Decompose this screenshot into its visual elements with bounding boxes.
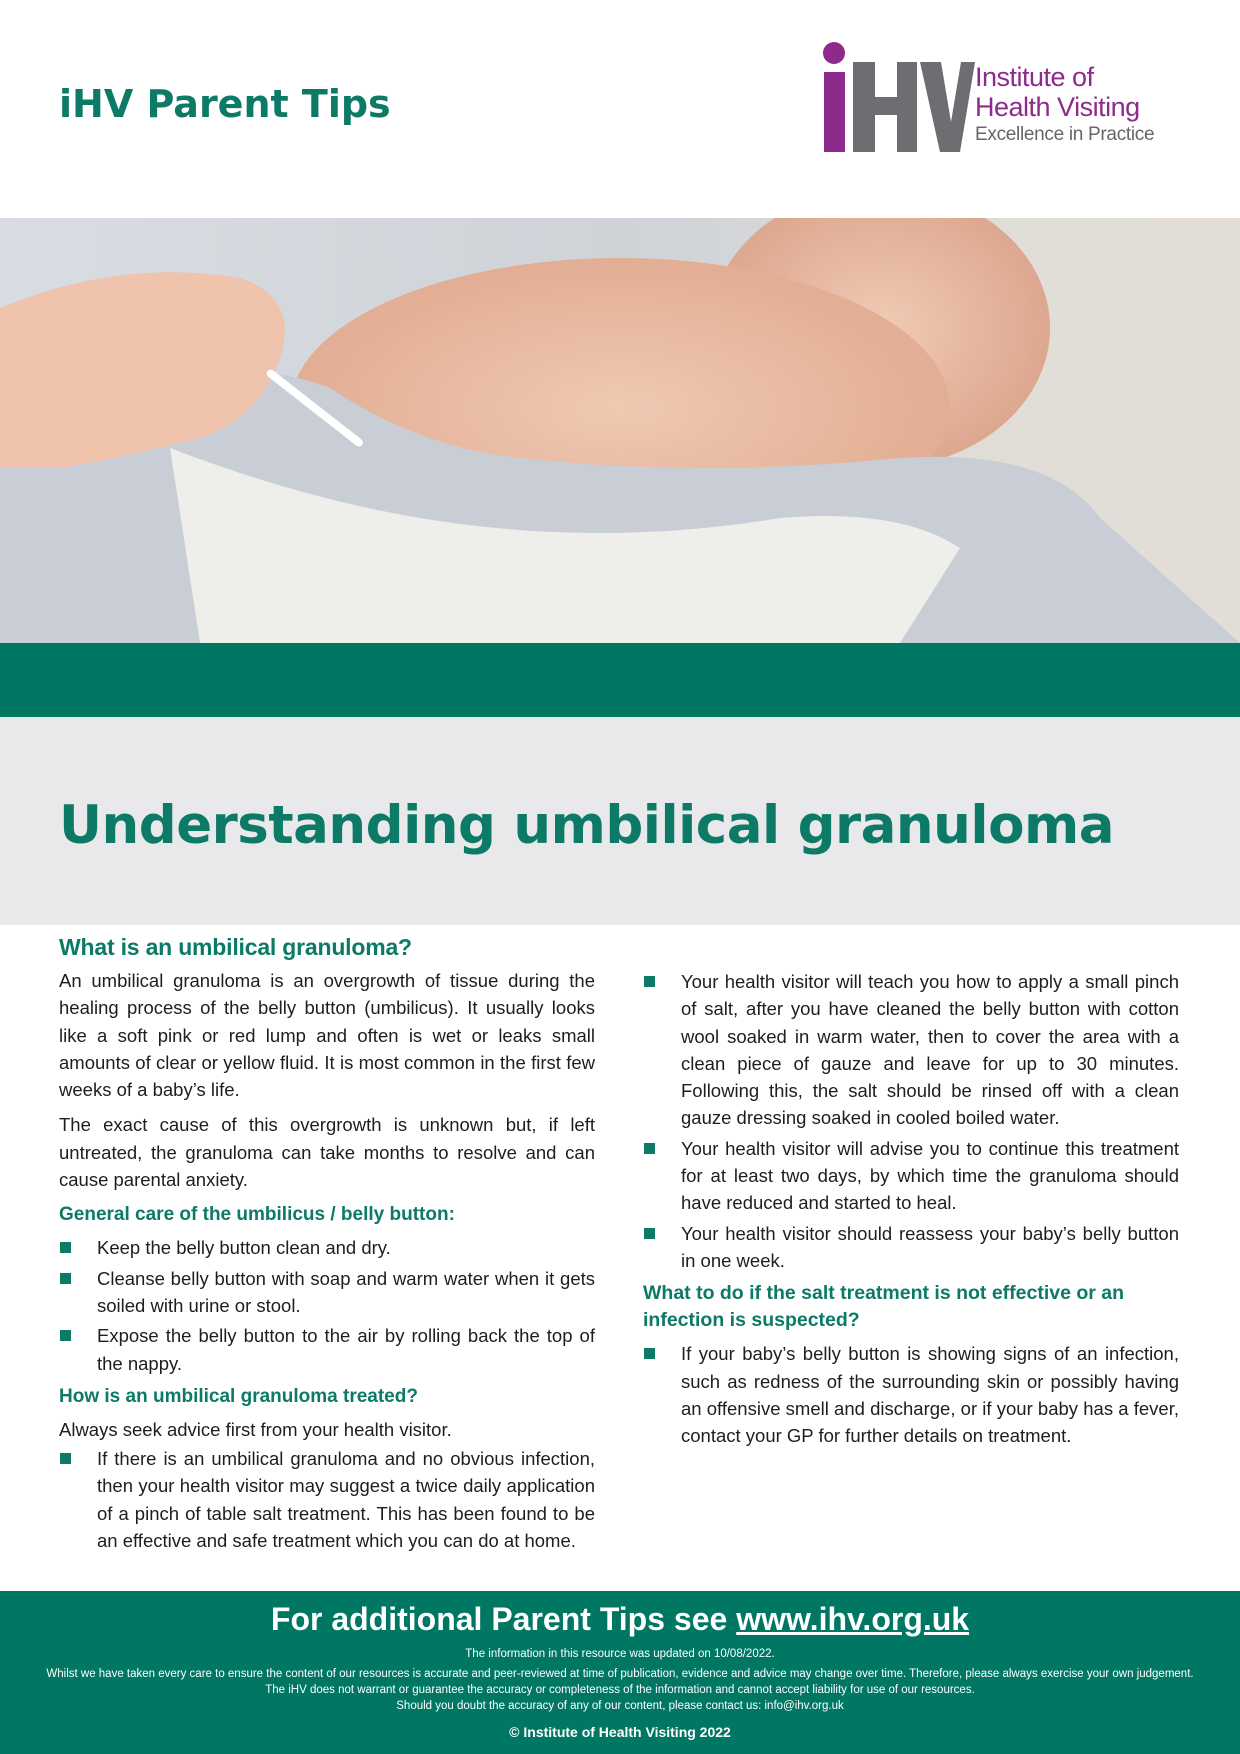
general-care-heading: General care of the umbilicus / belly button: bbox=[59, 1204, 455, 1226]
ihv-logo-text bbox=[975, 62, 1154, 148]
footer-copyright: © Institute of Health Visiting 2022 bbox=[509, 1724, 731, 1740]
hero-photo-baby-belly-button bbox=[0, 218, 1240, 643]
list-item bbox=[643, 1340, 1179, 1449]
treated-heading: How is an umbilical granuloma treated? bbox=[59, 1385, 418, 1407]
ihv-logo-mark bbox=[820, 42, 975, 154]
list-item bbox=[59, 1445, 595, 1554]
list-item-text: Keep the belly button clean and dry. bbox=[97, 1237, 391, 1259]
treated-list bbox=[59, 1445, 595, 1554]
page-header bbox=[0, 0, 1240, 218]
ihv-website-link[interactable]: www.ihv.org.uk bbox=[736, 1601, 970, 1637]
footer-updated-date: The information in this resource was updated on 10/08/2022. bbox=[465, 1648, 775, 1660]
list-item bbox=[59, 1265, 595, 1320]
list-item-text: If your baby’s belly button is showing signs of an infection, such as redness of the surrounding skin or possibly having an offensive smell and discharge, or if your baby has a fever, contact your GP for further details on treatment. bbox=[681, 1343, 1179, 1447]
title-band bbox=[0, 717, 1240, 925]
logo-line-excellence: Excellence in Practice bbox=[975, 124, 1155, 145]
bullet-square-icon bbox=[644, 1228, 655, 1239]
page-title: Understanding umbilical granuloma bbox=[59, 795, 1114, 856]
footer-main-text: For additional Parent Tips see bbox=[270, 1601, 728, 1637]
list-item bbox=[59, 1234, 595, 1261]
page-footer bbox=[0, 1591, 1240, 1754]
footer-contact: Should you doubt the accuracy of any of our content, please contact us: info@ihv.org.uk bbox=[396, 1700, 844, 1712]
list-item bbox=[643, 1220, 1179, 1275]
header-title: iHV Parent Tips bbox=[59, 82, 391, 126]
list-item-text: Your health visitor will teach you how to apply a small pinch of salt, after you have cleaned the belly button with cotton wool soaked in warm water, then to cover the area with a clean piece of gauze and leave for up to 30 minutes. Following this, the salt should be rinsed off with a clean gauze dressing soaked in cooled boiled water. bbox=[681, 971, 1179, 1129]
footer-disclaimer: Whilst we have taken every care to ensure the content of our resources is accurate and peer-reviewed at time of publication, evidence and advice may change over time. Therefore, please always exercise your own judgement. The iHV does not warrant or guarantee the accuracy or completeness of the information and cannot accept liability for use of our resources. bbox=[46, 1668, 1194, 1696]
list-item bbox=[643, 968, 1179, 1132]
list-item-text: Your health visitor will advise you to continue this treatment for at least two days, by which time the granuloma should have reduced and started to heal. bbox=[681, 1137, 1179, 1214]
ihv-logo bbox=[820, 42, 1180, 157]
bullet-square-icon bbox=[644, 976, 655, 987]
list-item bbox=[59, 1322, 595, 1377]
list-item-text: Cleanse belly button with soap and warm water when it gets soiled with urine or stool. bbox=[97, 1267, 595, 1316]
list-item-text: Your health visitor should reassess your baby’s belly button in one week. bbox=[681, 1222, 1179, 1271]
what-is-paragraph-1: An umbilical granuloma is an overgrowth of tissue during the healing process of the belly button (umbilicus). It usually looks like a soft pink or red lump and often is wet or leaks small amounts of clear or yellow fluid. It is most common in the first few weeks of a baby’s life. bbox=[59, 970, 595, 1101]
bullet-square-icon bbox=[60, 1273, 71, 1284]
list-item-text: Expose the belly button to the air by rolling back the top of the nappy. bbox=[97, 1325, 595, 1374]
what-is-paragraph-2: The exact cause of this overgrowth is unknown but, if left untreated, the granuloma can take months to resolve and can cause parental anxiety. bbox=[59, 1114, 595, 1191]
list-item-text: If there is an umbilical granuloma and no obvious infection, then your health visitor may suggest a twice daily application of a pinch of table salt treatment. This has been found to be an effective and safe treatment which you can do at home. bbox=[97, 1448, 595, 1552]
treatment-steps-list bbox=[643, 968, 1179, 1274]
general-care-list bbox=[59, 1234, 595, 1376]
what-is-heading: What is an umbilical granuloma? bbox=[59, 934, 412, 960]
bullet-square-icon bbox=[60, 1242, 71, 1253]
logo-line-institute: Institute of bbox=[975, 62, 1094, 92]
list-item bbox=[643, 1135, 1179, 1217]
logo-line-health-visiting: Health Visiting bbox=[975, 92, 1140, 122]
treated-intro: Always seek advice first from your health visitor. bbox=[59, 1418, 452, 1440]
infection-heading: What to do if the salt treatment is not effective or an infection is suspected? bbox=[643, 1282, 1125, 1332]
infection-list bbox=[643, 1340, 1179, 1449]
bullet-square-icon bbox=[60, 1330, 71, 1341]
bullet-square-icon bbox=[644, 1143, 655, 1154]
bullet-square-icon bbox=[644, 1348, 655, 1359]
left-column bbox=[59, 934, 595, 1557]
footer-main-line bbox=[0, 1599, 1240, 1639]
green-divider-band bbox=[0, 643, 1240, 717]
right-column bbox=[643, 968, 1179, 1452]
bullet-square-icon bbox=[60, 1453, 71, 1464]
